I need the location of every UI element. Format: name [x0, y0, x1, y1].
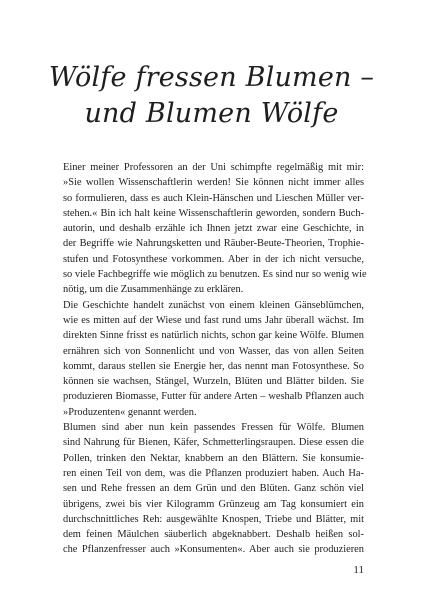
- text-line: ren einen Teil von dem, was die Pflanzen produziert haben. Auch Ha-: [63, 467, 364, 479]
- paragraph: [63, 160, 367, 298]
- text-line: Die Geschichte handelt zunächst von einem kleinen Gänseblümchen,: [63, 299, 364, 311]
- text-line: produzieren Biomasse, Futter für andere Arten – weshalb Pflanzen auch: [63, 391, 364, 403]
- text-line: che Pflanzenfresser auch »Konsumenten«. Aber auch sie produzieren: [63, 544, 364, 556]
- text-line: stufen und Fotosynthese vorkommen. Aber in der ich nicht versuche,: [63, 253, 364, 265]
- text-line: autorin, und deshalb erzähle ich Ihnen jetzt zwar eine Geschichte, in: [63, 223, 364, 235]
- text-line: sen und Rehe fressen an dem Grün und den Blüten. Ganz schön viel: [63, 483, 364, 495]
- text-line: Pollen, trinken den Nektar, knabbern an den Blättern. Sie konsumie-: [63, 452, 364, 464]
- text-line: so viele Fachbegriffe wie möglich zu benutzen. Es sind nur so wenig wie: [63, 269, 367, 281]
- text-line: »Produzenten« genannt werden.: [63, 406, 197, 418]
- page-number: 11: [353, 564, 364, 576]
- text-line: ernähren sich von Sonnenlicht und von Wasser, das von allen Seiten: [63, 345, 364, 357]
- text-line: übrigens, zwei bis vier Kilogramm Grünzeug am Tag konsumiert ein: [63, 498, 364, 510]
- body-text: [63, 160, 367, 558]
- text-line: der Begriffe wie Nahrungsketten und Räuber-Beute-Theorien, Trophie-: [63, 238, 364, 250]
- text-line: direkten Sinne frisst es natürlich nichts, schon gar keine Wölfe. Blumen: [63, 330, 364, 342]
- text-line: wie es mitten auf der Wiese und fast rund ums Jahr überall wächst. Im: [63, 314, 364, 326]
- text-line: nötig, um die Zusammenhänge zu erklären.: [63, 284, 244, 296]
- chapter-title-line-2: und Blumen Wölfe: [84, 98, 339, 129]
- text-line: »Sie wollen Wissenschaftlerin werden! Sie können nicht immer alles: [63, 177, 364, 189]
- paragraph: [63, 420, 364, 558]
- paragraph: [63, 298, 364, 420]
- text-line: durchschnittliches Reh: ausgewählte Knospen, Triebe und Blätter, mit: [63, 513, 364, 525]
- chapter-title: [0, 60, 423, 132]
- text-line: Einer meiner Professoren an der Uni schimpfte regelmäßig mit mir:: [63, 162, 364, 173]
- text-line: Blumen sind aber nun kein passendes Fressen für Wölfe. Blumen: [63, 422, 364, 434]
- text-line: können sie wachsen, Stängel, Wurzeln, Blüten und Blätter bilden. Sie: [63, 376, 364, 388]
- text-line: dem feinen Mäulchen säuberlich abgeknabbert. Deshalb heißen sol-: [63, 529, 364, 541]
- text-line: stehen.« Bin ich halt keine Wissenschaftlerin geworden, sondern Buch-: [63, 207, 364, 219]
- text-line: so formulieren, dass es auch Klein-Hänschen und Lieschen Müller ver-: [63, 192, 364, 204]
- text-line: kommt, daraus stellen sie Energie her, das nennt man Fotosynthese. So: [63, 360, 364, 372]
- text-line: sind Nahrung für Bienen, Käfer, Schmetterlingsraupen. Diese essen die: [63, 437, 364, 449]
- chapter-title-line-1: Wölfe fressen Blumen –: [48, 62, 375, 93]
